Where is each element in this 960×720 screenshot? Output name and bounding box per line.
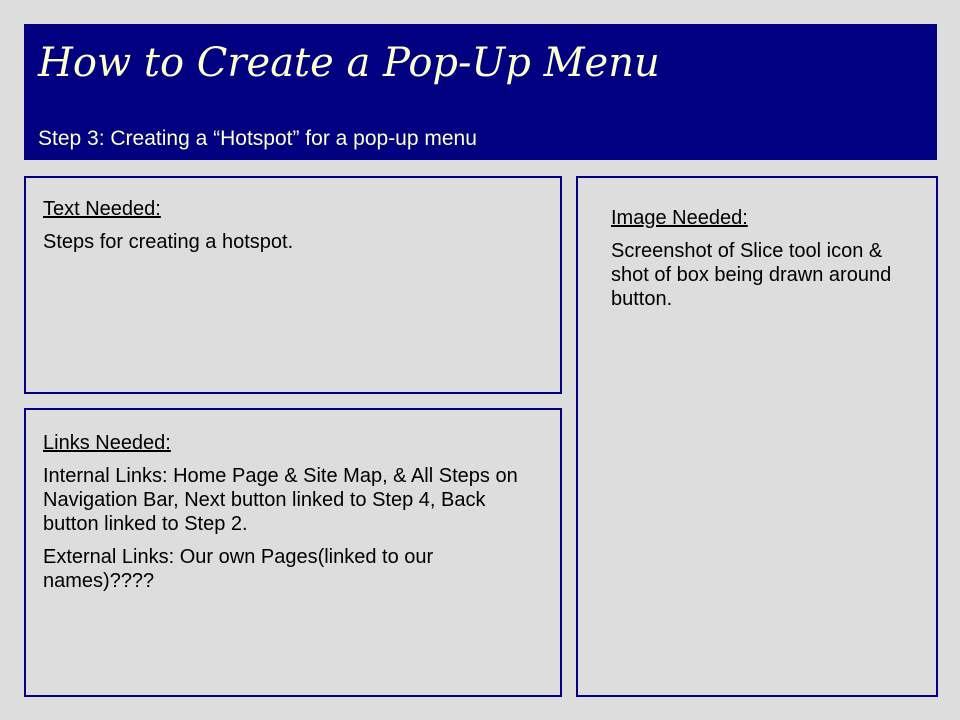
- text-needed-panel: [24, 176, 562, 394]
- text-needed-content: [43, 197, 546, 263]
- external-links-text: External Links: Our own Pages(linked to our names)????: [43, 546, 434, 592]
- text-needed-heading: Text Needed:: [43, 198, 161, 220]
- links-needed-content: [43, 431, 546, 602]
- slide-subtitle: Step 3: Creating a “Hotspot” for a pop-up menu: [38, 127, 477, 150]
- links-needed-heading: Links Needed:: [43, 432, 171, 454]
- text-needed-body: Steps for creating a hotspot.: [43, 231, 294, 253]
- image-needed-body: Screenshot of Slice tool icon & shot of box being drawn around button.: [611, 240, 892, 310]
- title-banner: [24, 24, 937, 160]
- image-needed-panel: [576, 176, 938, 697]
- links-needed-panel: [24, 408, 562, 697]
- image-needed-content: [611, 206, 922, 320]
- slide-title: How to Create a Pop-Up Menu: [38, 40, 660, 86]
- image-needed-heading: Image Needed:: [611, 207, 748, 229]
- internal-links-text: Internal Links: Home Page & Site Map, & All Steps on Navigation Bar, Next button linked to Step 4, Back button linked to Step 2.: [43, 465, 518, 535]
